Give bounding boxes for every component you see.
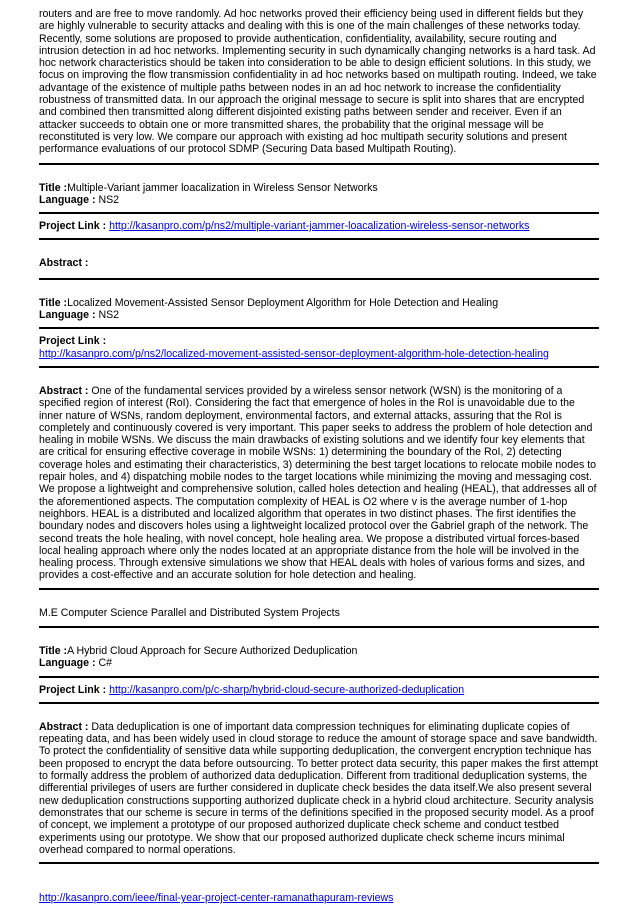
project-link-label: Project Link : (39, 335, 107, 348)
abstract-label: Abstract : (39, 257, 89, 270)
project-link-line (39, 220, 599, 232)
title-label: Title : (39, 644, 68, 657)
divider (39, 327, 599, 329)
divider (39, 163, 599, 165)
project-link[interactable]: http://kasanpro.com/p/c-sharp/hybrid-cloud-secure-authorized-deduplication (109, 683, 465, 696)
divider (39, 588, 599, 590)
project-link-label-line (39, 335, 599, 347)
divider (39, 676, 599, 678)
project-entry-3 (39, 645, 599, 864)
project-link-label: Project Link : (39, 683, 107, 696)
language-label: Language : (39, 657, 96, 670)
project-title: Localized Movement-Assisted Sensor Deployment Algorithm for Hole Detection and Healing (67, 296, 499, 309)
language-label: Language : (39, 309, 96, 322)
abstract-text: Data deduplication is one of important data compression techniques for eliminating duplicate copies of repeating data, and has been widely used in cloud storage to reduce the amount of storage space and save bandwidth. To protect the confidentiality of sensitive data while supporting deduplication, the convergent encryption technique has been proposed to encrypt the data before outsourcing. To better protect data security, this paper makes the first attempt to formally address the problem of authorized data deduplication. Different from traditional deduplication systems, the differential privileges of users are further considered in duplicate check besides the data itself.We also present several new deduplication constructions supporting authorized duplicate check in a hybrid cloud architecture. Security analysis demonstrates that our scheme is secure in terms of the definitions specified in the proposed security model. As a proof of concept, we implement a prototype of our proposed authorized duplicate check scheme and conduct testbed experiments using our prototype. We show that our proposed authorized duplicate check scheme incurs minimal overhead compared to normal operations. (39, 720, 599, 856)
divider (39, 278, 599, 280)
divider (39, 702, 599, 704)
project-entry-1 (39, 182, 599, 280)
project-title-line (39, 645, 599, 657)
project-language: NS2 (98, 193, 120, 206)
divider (39, 212, 599, 214)
divider (39, 626, 599, 628)
project-link-line (39, 348, 599, 360)
abstract-label: Abstract : (39, 384, 89, 397)
footer-link-line (39, 892, 599, 904)
divider (39, 238, 599, 240)
abstract-paragraph (39, 721, 599, 856)
title-label: Title : (39, 181, 68, 194)
document-content (39, 8, 599, 904)
abstract-text: One of the fundamental services provided by a wireless sensor network (WSN) is the monitoring of a specified region of interest (RoI). Considering the fact that emergence of holes in the RoI is unavoidable due to the inner nature of WSNs, random deployment, environmental factors, and external attacks, assuring that the RoI is completely and continuously covered is very important. This paper seeks to address the problem of hole detection and healing in mobile WSNs. We discuss the main drawbacks of existing solutions and we identify four key elements that are critical for ensuring effective coverage in mobile WSNs: 1) determining the boundary of the RoI, 2) detecting coverage holes and estimating their characteristics, 3) determining the best target locations to relocate mobile nodes to repair holes, and 4) dispatching mobile nodes to the target locations while minimizing the moving and messaging cost. We propose a lightweight and comprehensive solution, called holes detection and healing (HEAL), that addresses all of the aforementioned aspects. The computation complexity of HEAL is O2 where v is the average number of 1-hop neighbors. HEAL is a distributed and localized algorithm that operates in two distinct phases. The first identifies the boundary nodes and discovers holes using a lightweight localized protocol over the Gabriel graph of the network. The second treats the hole healing, with novel concept, hole healing area. We propose a distributed virtual forces-based local healing approach where only the nodes located at an appropriate distance from the hole will be involved in the healing process. Through extensive simulations we show that HEAL deals with holes of various forms and sizes, and provides a cost-effective and an accurate solution for hole detection and healing. (39, 384, 597, 582)
project-language-line (39, 194, 599, 206)
project-language: C# (98, 657, 113, 670)
project-title-line (39, 297, 599, 309)
intro-paragraph: routers and are free to move randomly. Ad hoc networks proved their efficiency being used in different fields but they are highly vulnerable to security attacks and dealing with this is one of the main challenges of these networks today. Recently, some solutions are proposed to provide authentication, confidentiality, availability, secure routing and intrusion detection in ad hoc networks. Implementing security in such dynamically changing networks is a hard task. Ad hoc network characteristics should be taken into consideration to be able to design efficient solutions. In this study, we focus on improving the flow transmission confidentiality in ad hoc networks based on multipath routing. Indeed, we take advantage of the existence of multiple paths between nodes in an ad hoc network to increase the confidentiality robustness of transmitted data. In our approach the original message to secure is split into shares that are encrypted and combined then transmitted along different disjointed existing paths between sender and receiver. Even if an attacker succeeds to obtain one or more transmitted shares, the probability that the original message will be reconstituted is very low. We compare our approach with existing ad hoc multipath security solutions and present performance evaluations of our protocol SDMP (Securing Data based Multipath Routing). (39, 8, 597, 156)
abstract-paragraph (39, 385, 599, 582)
language-label: Language : (39, 193, 96, 206)
project-language-line (39, 657, 599, 669)
project-link[interactable]: http://kasanpro.com/p/ns2/localized-movement-assisted-sensor-deployment-algorithm-hole-detection-healing (39, 347, 549, 360)
project-title: Multiple-Variant jammer loacalization in Wireless Sensor Networks (67, 181, 378, 194)
project-language: NS2 (98, 309, 120, 322)
abstract-line (39, 257, 599, 269)
section-heading: M.E Computer Science Parallel and Distributed System Projects (39, 606, 340, 619)
project-link[interactable]: http://kasanpro.com/p/ns2/multiple-variant-jammer-loacalization-wireless-sensor-networks (109, 220, 530, 233)
project-title: A Hybrid Cloud Approach for Secure Authorized Deduplication (67, 644, 358, 657)
divider (39, 366, 599, 368)
abstract-label: Abstract : (39, 720, 89, 733)
footer-link[interactable]: http://kasanpro.com/ieee/final-year-project-center-ramanathapuram-reviews (39, 892, 394, 904)
project-entry-2 (39, 297, 599, 590)
title-label: Title : (39, 296, 68, 309)
project-link-label: Project Link : (39, 220, 107, 233)
divider (39, 862, 599, 864)
project-title-line (39, 182, 599, 194)
project-language-line (39, 309, 599, 321)
project-link-line (39, 684, 599, 696)
